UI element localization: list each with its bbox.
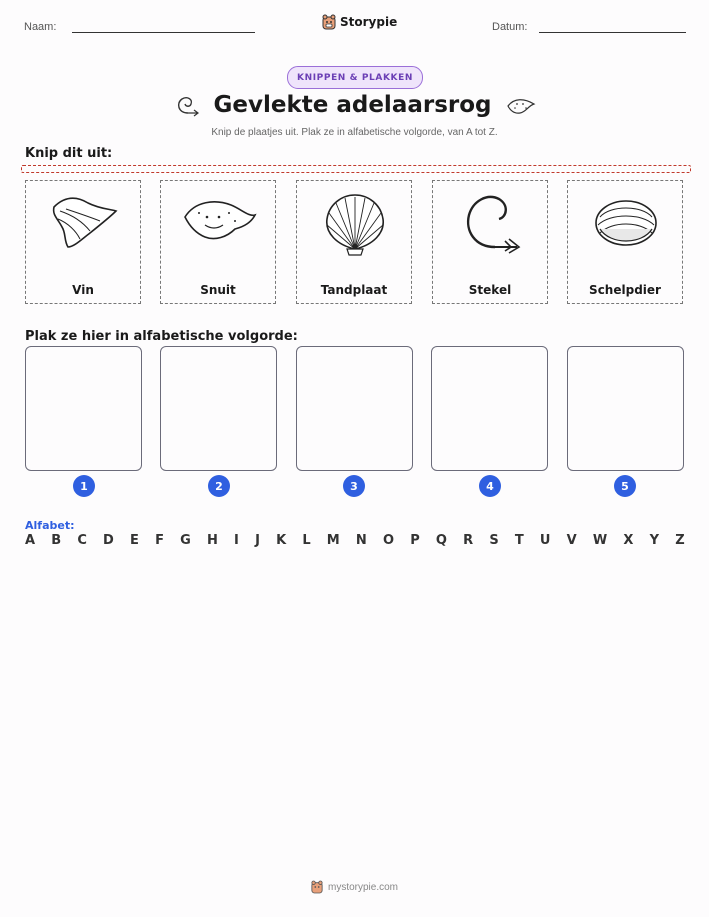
name-label: Naam:	[24, 21, 57, 33]
cut-card-snuit[interactable]	[160, 180, 276, 304]
alphabet-letter: Y	[649, 533, 660, 548]
date-label: Datum:	[492, 21, 528, 33]
alphabet-letter: K	[276, 533, 287, 548]
barb-doodle-icon	[174, 95, 200, 117]
alphabet-letter: S	[489, 533, 499, 548]
alphabet-letter: G	[180, 533, 191, 548]
alphabet-letter: T	[514, 533, 524, 548]
page-title-text: Gevlekte adelaarsrog	[213, 92, 492, 118]
cut-card-tandplaat[interactable]	[296, 180, 412, 304]
alphabet-letter: P	[410, 533, 420, 548]
paste-box-5[interactable]	[567, 346, 684, 471]
cut-card-label: Stekel	[468, 283, 512, 297]
alphabet-letter: R	[463, 533, 474, 548]
alphabet-letter: J	[255, 533, 260, 548]
clam-icon	[586, 187, 666, 257]
footer-link[interactable]: mystorypie.com	[327, 881, 398, 893]
cut-section-label: Knip dit uit:	[25, 146, 113, 161]
ray-doodle-icon	[506, 96, 536, 116]
date-line[interactable]	[539, 32, 686, 33]
alphabet-letter: W	[592, 533, 608, 548]
cut-card-schelpdier[interactable]	[567, 180, 683, 304]
alphabet-letter: E	[130, 533, 139, 548]
cut-card-label: Snuit	[200, 283, 236, 297]
alphabet-letter: L	[302, 533, 311, 548]
alphabet-letter: U	[539, 533, 551, 548]
barbed-tail-icon	[451, 187, 531, 257]
brand-name: Storypie	[340, 15, 398, 29]
alphabet-letter: I	[234, 533, 239, 548]
alphabet-letter: Z	[675, 533, 685, 548]
alphabet-letter: N	[355, 533, 367, 548]
alphabet-letter: F	[155, 533, 164, 548]
paste-section-label: Plak ze hier in alfabetische volgorde:	[25, 329, 298, 344]
alphabet-label: Alfabet:	[25, 519, 75, 532]
alphabet-letter: H	[206, 533, 218, 548]
alphabet-letter: A	[25, 533, 36, 548]
ray-snout-icon	[179, 187, 259, 257]
paste-box-3[interactable]	[296, 346, 413, 471]
storypie-mascot-icon	[322, 14, 336, 30]
paste-box-2[interactable]	[160, 346, 277, 471]
footer	[0, 880, 709, 894]
alphabet-letter: X	[623, 533, 634, 548]
alphabet-letter: D	[103, 533, 114, 548]
storypie-logo	[322, 14, 397, 30]
number-badge-4: 4	[479, 475, 501, 497]
name-line[interactable]	[72, 32, 255, 33]
alphabet-row	[25, 533, 685, 548]
alphabet-letter: Q	[435, 533, 447, 548]
number-badge-2: 2	[208, 475, 230, 497]
cut-card-label: Schelpdier	[589, 283, 661, 297]
alphabet-letter: B	[51, 533, 62, 548]
page-title	[0, 92, 709, 118]
alphabet-letter: C	[77, 533, 87, 548]
number-badge-5: 5	[614, 475, 636, 497]
paste-box-4[interactable]	[431, 346, 548, 471]
alphabet-letter: V	[566, 533, 577, 548]
activity-badge: KNIPPEN & PLAKKEN	[287, 66, 423, 89]
alphabet-letter: O	[382, 533, 395, 548]
instructions: Knip de plaatjes uit. Plak ze in alfabetische volgorde, van A tot Z.	[211, 127, 498, 138]
cut-card-vin[interactable]	[25, 180, 141, 304]
alphabet-letter: M	[326, 533, 340, 548]
fin-icon	[44, 187, 124, 257]
paste-box-1[interactable]	[25, 346, 142, 471]
scallop-shell-icon	[315, 187, 395, 257]
number-badge-1: 1	[73, 475, 95, 497]
cut-card-label: Tandplaat	[320, 283, 388, 297]
cut-card-label: Vin	[72, 283, 94, 297]
cut-card-stekel[interactable]	[432, 180, 548, 304]
number-badge-3: 3	[343, 475, 365, 497]
cut-line	[21, 165, 691, 173]
storypie-mascot-icon	[311, 880, 323, 894]
